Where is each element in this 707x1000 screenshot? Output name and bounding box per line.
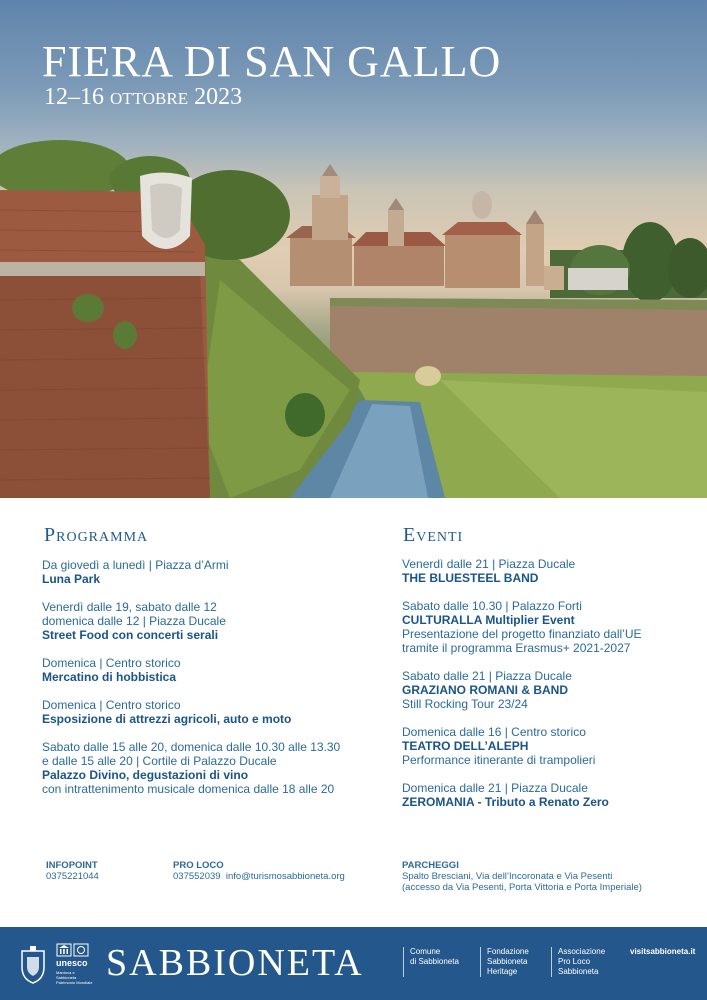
programma-entry [42,698,372,726]
parcheggi-label: PARCHEGGI [402,860,459,871]
evento-name: GRAZIANO ROMANI & BAND [402,683,568,697]
evento-when-where: Venerdì dalle 21 | Piazza Ducale [402,557,576,571]
programma-name: Mercatino di hobbistica [42,670,177,684]
footer-bar [0,927,707,1000]
footer-fondazione-line: Fondazione [487,947,529,956]
evento-entry [402,557,702,585]
evento-description: Presentazione del progetto finanziato dall’UE [402,627,642,641]
evento-when-where: Domenica dalle 21 | Piazza Ducale [402,781,588,795]
eventi-title: Eventi [403,524,464,546]
programma-entry [42,558,372,586]
footer-comune-line: Comune [410,947,441,956]
programma-description: con intrattenimento musicale domenica dalle 18 alle 20 [42,782,335,796]
programma-when-where: Sabato dalle 15 alle 20, domenica dalle 10.30 alle 13.30 [42,740,341,754]
proloco-label: PRO LOCO [173,860,224,871]
evento-name: ZEROMANIA - Tributo a Renato Zero [402,795,609,809]
evento-entry [402,781,702,809]
footer-fondazione-line: Sabbioneta [487,957,528,966]
parcheggi-line2: (accesso da Via Pesenti, Porta Vittoria e Porta Imperiale) [402,882,642,893]
unesco-caption: Mantova e Sabbioneta Patrimonio Mondiale [56,970,93,985]
programma-name: Street Food con concerti serali [42,628,219,642]
eventi-list [402,557,702,823]
event-dates: 12–16 ottobre 2023 [44,84,243,110]
infopoint-info [46,860,99,882]
page-title: FIERA DI SAN GALLO [42,37,502,86]
evento-description: tramite il programma Erasmus+ 2021-2027 [402,641,631,655]
brand-title: SABBIONETA [106,942,364,984]
infopoint-phone[interactable]: 0375221044 [46,871,99,882]
programma-when-where: Da giovedì a lunedì | Piazza d’Armi [42,558,229,572]
programma-when-where: domenica dalle 12 | Piazza Ducale [42,614,226,628]
proloco-email[interactable]: info@turismosabbioneta.org [225,871,345,882]
evento-entry [402,599,702,655]
evento-when-where: Sabato dalle 21 | Piazza Ducale [402,669,572,683]
infopoint-label: INFOPOINT [46,860,98,871]
proloco-info [173,860,345,882]
programma-list [42,558,372,810]
programma-when-where: Domenica | Centro storico [42,656,181,670]
programma-name: Palazzo Divino, degustazioni di vino [42,768,249,782]
programma-name: Esposizione di attrezzi agricoli, auto e moto [42,712,292,726]
evento-entry [402,669,702,711]
programma-when-where: Venerdì dalle 19, sabato dalle 12 [42,600,217,614]
footer-proloco-line: Associazione [558,947,606,956]
unesco-label: unesco [56,958,88,968]
proloco-phone[interactable]: 037552039 [173,871,221,882]
programma-entry [42,740,372,796]
footer-proloco-line: Pro Loco [558,957,591,966]
programma-when-where: e dalle 15 alle 20 | Cortile di Palazzo Ducale [42,754,277,768]
evento-name: TEATRO DELL’ALEPH [402,739,529,753]
evento-description: Performance itinerante di trampolieri [402,753,596,767]
evento-description: Still Rocking Tour 23/24 [402,697,528,711]
programma-when-where: Domenica | Centro storico [42,698,181,712]
evento-when-where: Sabato dalle 10.30 | Palazzo Forti [402,599,582,613]
city-crest-icon [18,945,48,985]
hero-photo [0,0,707,498]
programma-title: Programma [44,524,149,546]
programma-entry [42,600,372,642]
parcheggi-line1: Spalto Bresciani, Via dell’Incoronata e Via Pesenti [402,871,613,882]
evento-name: THE BLUESTEEL BAND [402,571,539,585]
footer-proloco[interactable] [551,947,605,977]
footer-comune[interactable] [403,947,459,977]
evento-entry [402,725,702,767]
footer-fondazione-line: Heritage [487,967,518,976]
unesco-temple-icon [56,943,90,957]
footer-fondazione[interactable] [480,947,529,977]
footer-proloco-line: Sabbioneta [558,967,599,976]
footer-comune-line: di Sabbioneta [410,957,459,966]
parcheggi-info [402,860,642,893]
evento-name: CULTURALLA Multiplier Event [402,613,575,627]
evento-when-where: Domenica dalle 16 | Centro storico [402,725,586,739]
programma-name: Luna Park [42,572,101,586]
programma-entry [42,656,372,684]
website-link[interactable]: visitsabbioneta.it [630,947,696,956]
